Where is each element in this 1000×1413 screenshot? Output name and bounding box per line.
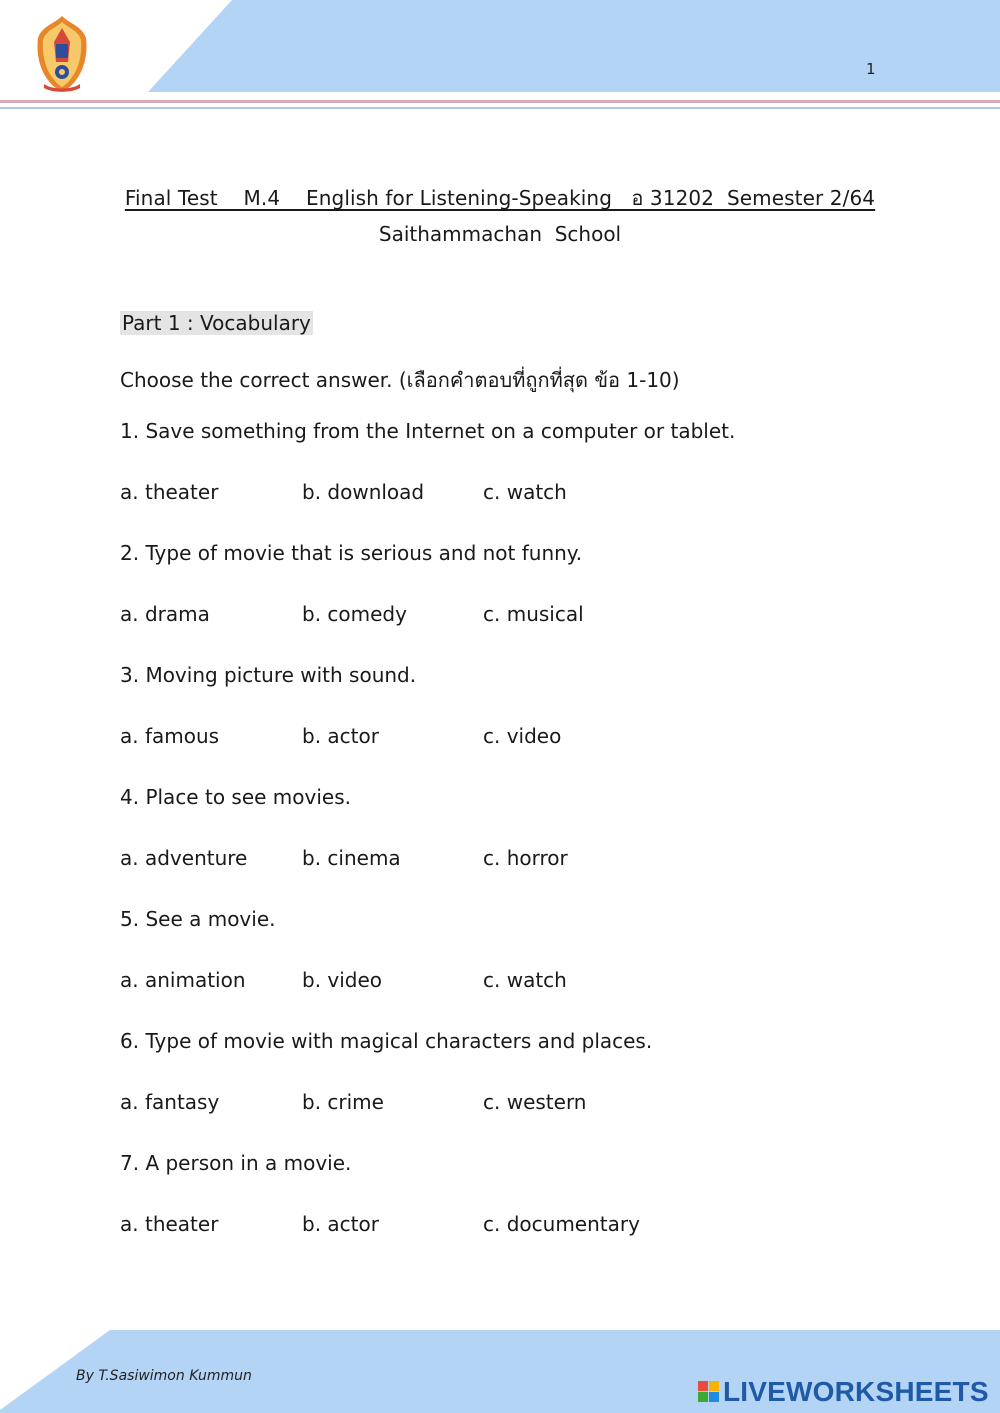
- question-text: 3. Moving picture with sound.: [120, 663, 417, 687]
- option-c[interactable]: c. western: [483, 1090, 587, 1114]
- answer-options: [120, 1087, 940, 1117]
- question-text: 1. Save something from the Internet on a computer or tablet.: [120, 419, 736, 443]
- option-c[interactable]: c. horror: [483, 846, 568, 870]
- document-title-block: [0, 182, 1000, 246]
- brand-text: LIVEWORKSHEETS: [723, 1376, 989, 1407]
- question-6: [120, 1026, 940, 1117]
- answer-options: [120, 477, 940, 507]
- school-name: Saithammachan School: [378, 222, 622, 246]
- question-text: 7. A person in a movie.: [120, 1151, 352, 1175]
- option-c[interactable]: c. video: [483, 724, 562, 748]
- question-7: [120, 1148, 940, 1239]
- option-b[interactable]: b. actor: [302, 724, 379, 748]
- option-a[interactable]: a. famous: [120, 724, 220, 748]
- answer-options: [120, 599, 940, 629]
- option-c[interactable]: c. watch: [483, 480, 567, 504]
- answer-options: [120, 965, 940, 995]
- option-a[interactable]: a. theater: [120, 480, 219, 504]
- header-rule: [0, 100, 1000, 112]
- option-a[interactable]: a. theater: [120, 1212, 219, 1236]
- page-number: 1: [866, 60, 876, 78]
- answer-options: [120, 843, 940, 873]
- option-b[interactable]: b. cinema: [302, 846, 401, 870]
- answer-options: [120, 1209, 940, 1239]
- option-b[interactable]: b. comedy: [302, 602, 407, 626]
- instruction: Choose the correct answer. (เลือกคำตอบที่ถูกที่สุด ข้อ 1-10): [120, 368, 680, 392]
- question-text: 4. Place to see movies.: [120, 785, 351, 809]
- question-list: [120, 416, 940, 1270]
- option-b[interactable]: b. crime: [302, 1090, 384, 1114]
- option-c[interactable]: c. documentary: [483, 1212, 640, 1236]
- option-a[interactable]: a. fantasy: [120, 1090, 220, 1114]
- question-1: [120, 416, 940, 507]
- part-heading: Part 1 : Vocabulary: [122, 311, 311, 335]
- question-text: 6. Type of movie with magical characters and places.: [120, 1029, 653, 1053]
- answer-options: [120, 721, 940, 751]
- question-3: [120, 660, 940, 751]
- document-title: Final Test M.4 English for Listening-Speaking อ 31202 Semester 2/64: [124, 186, 876, 210]
- question-5: [120, 904, 940, 995]
- author-credit: By T.Sasiwimon Kummun: [76, 1368, 252, 1384]
- option-a[interactable]: a. adventure: [120, 846, 248, 870]
- option-c[interactable]: c. musical: [483, 602, 584, 626]
- question-4: [120, 782, 940, 873]
- option-a[interactable]: a. drama: [120, 602, 210, 626]
- question-text: 2. Type of movie that is serious and not funny.: [120, 541, 583, 565]
- option-b[interactable]: b. download: [302, 480, 425, 504]
- question-2: [120, 538, 940, 629]
- header-band: [0, 0, 1000, 92]
- school-crest-icon: [34, 14, 90, 94]
- liveworksheets-brand[interactable]: [698, 1375, 989, 1409]
- option-c[interactable]: c. watch: [483, 968, 567, 992]
- option-a[interactable]: a. animation: [120, 968, 246, 992]
- option-b[interactable]: b. actor: [302, 1212, 379, 1236]
- option-b[interactable]: b. video: [302, 968, 383, 992]
- liveworksheets-logo-icon: [698, 1381, 720, 1403]
- question-text: 5. See a movie.: [120, 907, 276, 931]
